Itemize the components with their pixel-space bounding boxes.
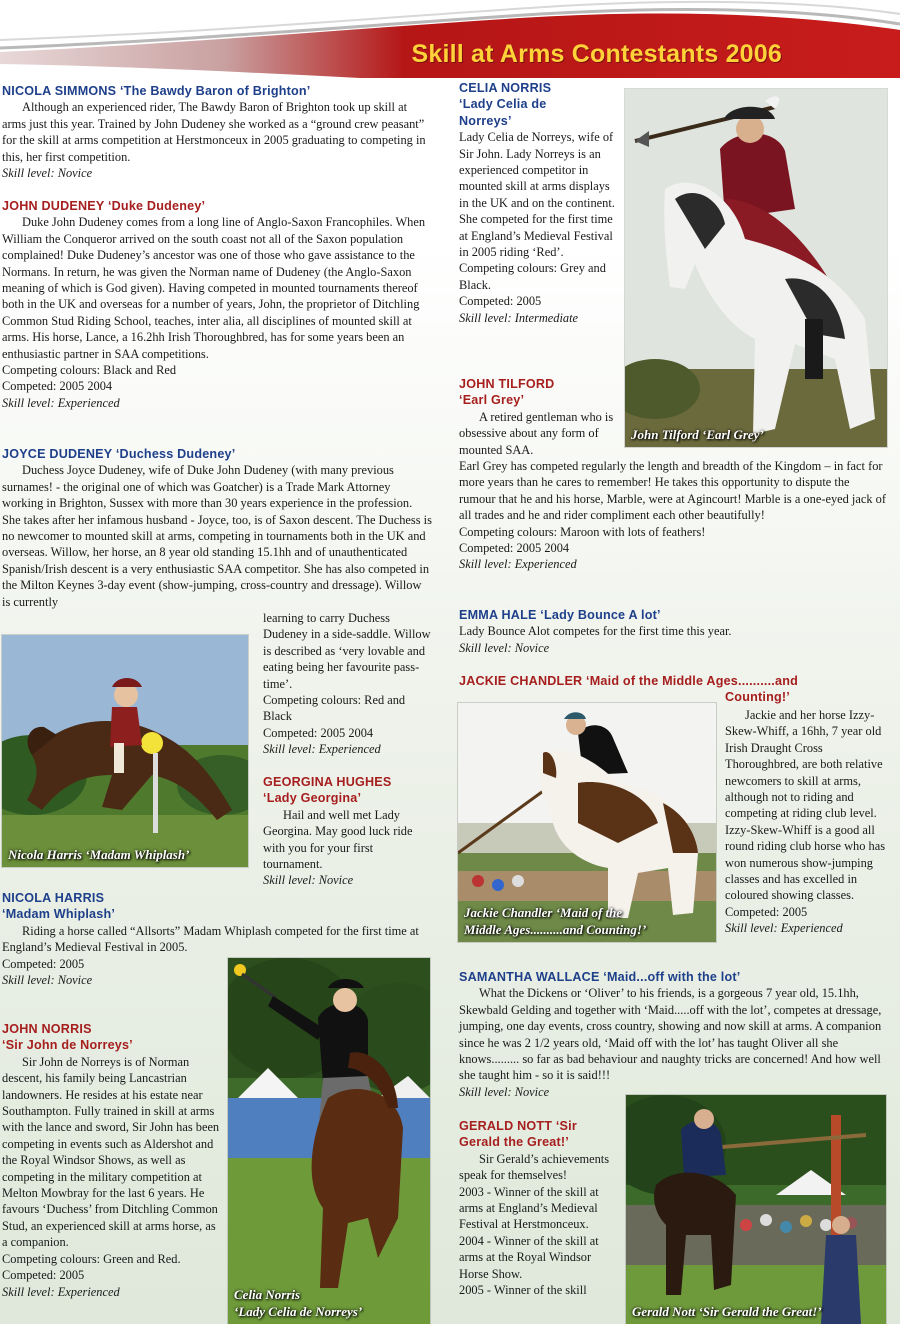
entry-text: A retired gentleman who is obsessive about any form of mounted SAA. (459, 409, 614, 457)
photo-caption-line: Jackie Chandler ‘Maid of the (464, 905, 623, 920)
header-banner (0, 0, 900, 78)
competed-years: Competed: 2005 2004 (459, 541, 570, 556)
skill-level: Skill level: Novice (2, 973, 93, 988)
photo-caption (464, 904, 646, 938)
competing-colours: Competing colours: Grey and Black. (459, 261, 606, 292)
entry-text: What the Dickens or ‘Oliver’ to his friends, is a gorgeous 7 year old, 15.1hh, Skewbald Gelding and together with ‘Maid.....off with the lot’, competes at dressage, jumping, one day events, cross country, showing and now skill at arms. A companion since he was 2 1/2 years old, ‘Maid off with the lot’ has taught Oliver all she knows......... so far as bad behaviour and naughty tricks are concerned! And how well she taught him - so it is said!!! (459, 986, 882, 1083)
entry-text: learning to carry Duchess Dudeney in a side-saddle. Willow is described as ‘very lovable and eating being her favourite pass-time’. (263, 611, 431, 691)
skill-level: Skill level: Experienced (2, 395, 120, 410)
entry-text: Sir John de Norreys is of Norman descent, his family being Lancastrian landowners. He resides at his estate near Southampton. Fully trained in skill at arms with the lance and sword, Sir John has been competing in events such as Aldershot and the Royal Windsor Shows, as well as competing in the military competition at Melton Mowbray for the last 6 years. He favours ‘Duchess’ from Ditchling Common Stud, an experienced skill at arms horse, as a companion. (2, 1054, 220, 1250)
entry-jackie-chandler (725, 707, 889, 937)
entry-heading: SAMANTHA WALLACE ‘Maid...off with the lot’ (459, 970, 741, 984)
photo-caption-line: ‘Lady Celia de Norreys’ (234, 1304, 363, 1319)
entry-nicola-simmons (2, 83, 430, 181)
skill-level: Skill level: Novice (2, 166, 93, 181)
entry-john-tilford (459, 376, 889, 573)
competed-years: Competed: 2005 (725, 904, 808, 919)
achievement-2003: 2003 - Winner of the skill at arms at England’s Medieval Festival at Herstmonceux. (459, 1184, 599, 1232)
entry-joyce-dudeney (2, 446, 432, 610)
skill-level: Skill level: Experienced (2, 1284, 120, 1299)
achievement-2005: 2005 - Winner of the skill (459, 1283, 587, 1298)
skill-level: Skill level: Novice (459, 1084, 550, 1099)
entry-text: Lady Celia de Norreys, wife of Sir John. Lady Norreys is an experienced competitor in mounted skill at arms displays in the UK and on the continent. She competed for the first time at England’s Medieval Festival in 2005 riding ‘Red’. (459, 130, 615, 260)
competed-years: Competed: 2005 (2, 1268, 85, 1283)
entry-text: Riding a horse called “Allsorts” Madam Whiplash competed for the first time at England’s Medieval Festival in 2005. (2, 923, 419, 955)
entry-heading: NICOLA HARRIS (2, 891, 105, 905)
entry-celia-norris (459, 80, 619, 326)
entry-heading: JACKIE CHANDLER ‘Maid of the Middle Ages..........and (459, 674, 798, 688)
entry-heading: JOHN DUDENEY ‘Duke Dudeney’ (2, 199, 206, 213)
skill-level: Skill level: Experienced (459, 557, 577, 572)
entry-heading: JOHN TILFORD (459, 377, 555, 391)
photo-jackie-chandler (458, 703, 716, 942)
skill-level: Skill level: Experienced (725, 921, 843, 936)
skill-level: Skill level: Novice (459, 640, 550, 655)
competed-years: Competed: 2005 (2, 956, 85, 971)
entry-heading: JOYCE DUDENEY ‘Duchess Dudeney’ (2, 447, 236, 461)
competed-years: Competed: 2005 2004 (2, 379, 113, 394)
entry-heading: EMMA HALE ‘Lady Bounce A lot’ (459, 608, 661, 622)
photo-caption-line: Celia Norris (234, 1287, 301, 1302)
photo-caption: Nicola Harris ‘Madam Whiplash’ (8, 847, 190, 862)
rider-jousting-image (626, 1095, 886, 1324)
entry-heading: GERALD NOTT ‘Sir (459, 1119, 577, 1133)
horse-jump-image (2, 635, 248, 867)
entry-heading: CELIA NORRIS (459, 81, 552, 95)
entry-jackie-chandler-heading (459, 673, 889, 706)
competing-colours: Competing colours: Black and Red (2, 363, 177, 378)
entry-samantha-wallace (459, 969, 889, 1100)
entry-emma-hale (459, 607, 889, 656)
photo-caption: John Tilford ‘Earl Grey’ (631, 427, 764, 442)
entry-text: Hail and well met Lady Georgina. May good luck ride with you for your first tournament. (263, 807, 413, 872)
entry-heading-alias: Norreys’ (459, 113, 512, 128)
photo-celia-norris (228, 958, 430, 1324)
rider-with-lance-image (228, 958, 430, 1324)
entry-text: Although an experienced rider, The Bawdy Baron of Brighton took up skill at arms just this year. Trained by John Dudeney she worked as a “ground crew peasant” for the skill at arms competition at Herstmonceux in 2005 graduating to competing in this, her first competition. (2, 100, 426, 164)
entry-john-norris (2, 1021, 220, 1300)
achievement-2004: 2004 - Winner of the skill at arms at the Royal Windsor Horse Show. (459, 1233, 599, 1281)
competing-colours: Competing colours: Red and Black (263, 693, 406, 724)
entry-joyce-dudeney-continued (263, 610, 435, 758)
entry-text: Jackie and her horse Izzy-Skew-Whiff, a 16hh, 7 year old Irish Draught Cross Thoroughbred, are both relative newcomers to skill at arms, although not to riding and competing at riding club level. Izzy-Skew-Whiff is a good all round riding club horse who has won numerous show-jumping classes and has excelled in coloured showing classes. (725, 708, 886, 903)
entry-text: Sir Gerald’s achievements speak for themselves! (459, 1151, 610, 1183)
competing-colours: Competing colours: Green and Red. (2, 1251, 181, 1266)
entry-text: Duchess Joyce Dudeney, wife of Duke John Dudeney (with many previous surnames! - the original one of which was Goatcher) is a Trade Mark Attorney working in Brighton, Sussex with more than 30 years experience in the profession. She takes after her infamous husband - Joyce, too, is of Saxon descent. The Duchess is no newcomer to mounted skill at arms, competing in tournaments both in the UK and overseas. Willow, her horse, an 8 year old standing 15.1hh and of unauthenticated Spanish/Irish descent is a very enthusiastic SAA competitor. She has also competed in the Milton Keynes 3-day event (show-jumping, cross-country and dressage). Willow is currently (2, 463, 432, 609)
photo-nicola-harris (2, 635, 248, 867)
entry-text-continued: Earl Grey has competed regularly the length and breadth of the Kingdom – in fact for more years than he cares to remember! He takes this opportunity to dispute the rumour that he and his horse, Marble, were at Agincourt! Marble is a one-eyed jack of all trades and he and rider compliment each other beautifully! (459, 459, 886, 523)
page-title: Skill at Arms Contestants 2006 (411, 40, 782, 68)
entry-john-dudeney (2, 198, 432, 411)
entry-georgina-hughes (263, 774, 435, 889)
photo-gerald-nott (626, 1095, 886, 1324)
photo-caption-line: Middle Ages..........and Counting!’ (464, 922, 647, 937)
entry-heading: NICOLA SIMMONS ‘The Bawdy Baron of Brighton’ (2, 84, 311, 98)
skill-level: Skill level: Experienced (263, 742, 381, 757)
entry-heading-alias: ‘Madam Whiplash’ (2, 907, 116, 922)
entry-heading-alias: ‘Lady Celia de (459, 97, 547, 112)
entry-heading-alias: ‘Sir John de Norreys’ (2, 1038, 133, 1053)
entry-heading: GEORGINA HUGHES (263, 775, 392, 789)
photo-caption: Gerald Nott ‘Sir Gerald the Great!’ (632, 1304, 822, 1319)
photo-caption (234, 1286, 362, 1320)
skill-level: Skill level: Novice (263, 873, 354, 888)
competed-years: Competed: 2005 (459, 294, 542, 309)
skill-level: Skill level: Intermediate (459, 310, 579, 325)
entry-heading-alias: Gerald the Great!’ (459, 1135, 569, 1150)
entry-gerald-nott (459, 1118, 621, 1298)
entry-heading: JOHN NORRIS (2, 1022, 92, 1036)
competed-years: Competed: 2005 2004 (263, 725, 374, 740)
entry-text: Lady Bounce Alot competes for the first time this year. (459, 624, 732, 639)
competing-colours: Competing colours: Maroon with lots of feathers! (459, 524, 706, 539)
entry-text: Duke John Dudeney comes from a long line of Anglo-Saxon Francophiles. When William the Conqueror arrived on the south coast not all of the Saxon population complained! Duke Dudeney’s ancestor was one of those who gave assistance to the Normans. In return, he was given the Norman name of Dudeney (the Anglo-Saxon meaning of which is God given). Having competed in mounted tournaments thereof both in the UK and overseas for a number of years, John, the proprietor of Ditchling Common Stud Riding School, teaches, inter alia, all disciplines of mounted skill at arms. His horse, Lance, a 16.2hh Irish Thoroughbred, has for some years been an enthusiastic partner in SAA competitions. (2, 215, 426, 361)
entry-heading-alias: ‘Earl Grey’ (459, 393, 525, 408)
entry-heading-alias: ‘Lady Georgina’ (263, 791, 362, 806)
entry-heading-alias: Counting!’ (725, 690, 790, 705)
